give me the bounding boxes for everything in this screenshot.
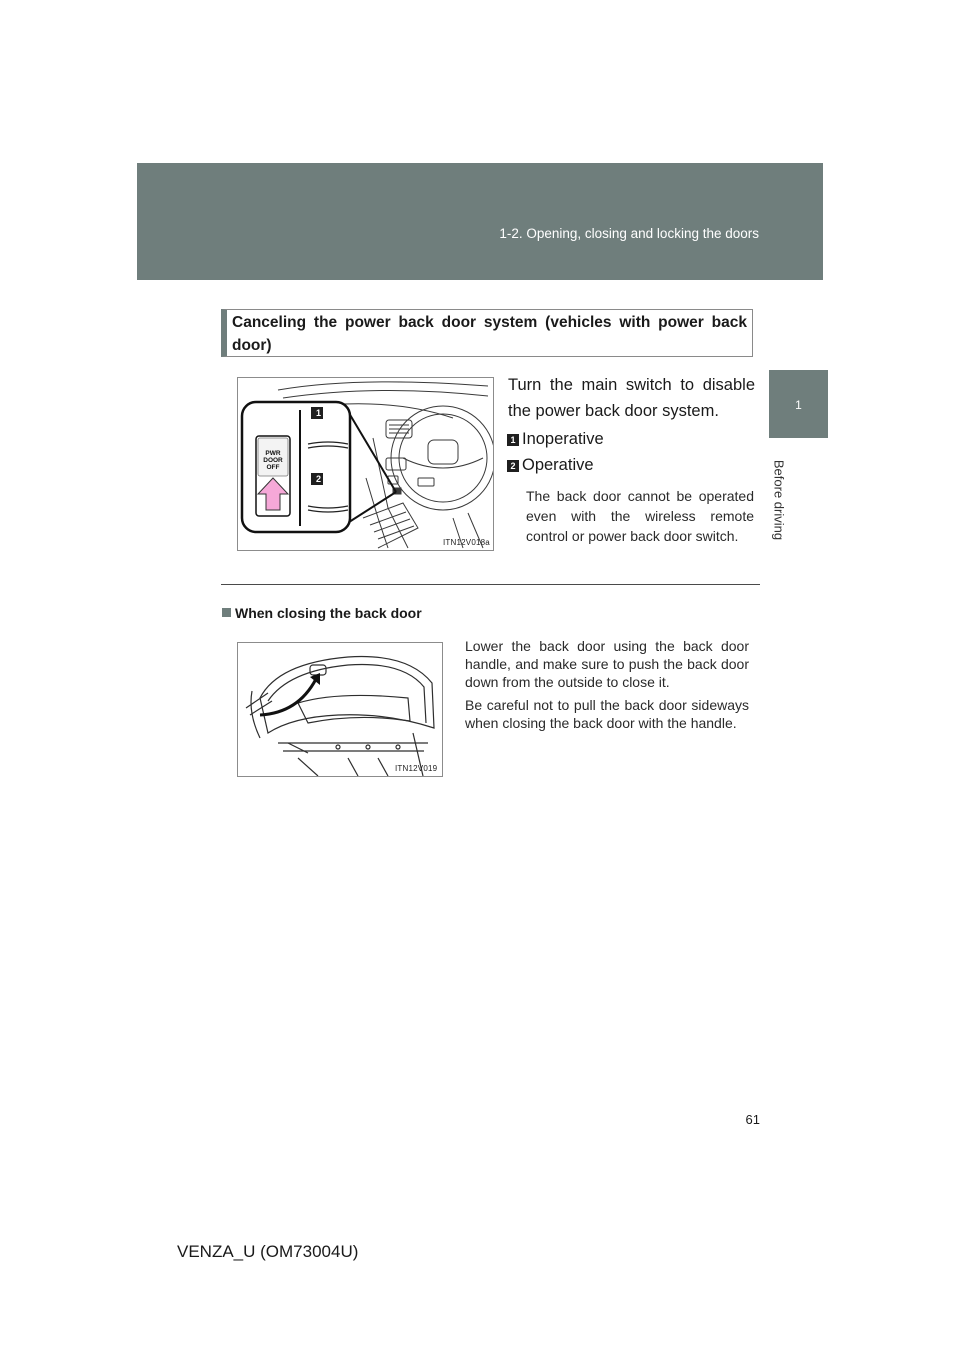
- back-door-drawing: [238, 643, 442, 776]
- item-number-badge: 1: [507, 434, 519, 446]
- subsection-heading-text: When closing the back door: [235, 605, 422, 621]
- list-item: [507, 429, 604, 449]
- chapter-tab-number: 1: [795, 398, 802, 412]
- caution-paragraph: Be careful not to pull the back door sideways when closing the back door with the handle.: [465, 697, 749, 731]
- figure1-code: ITN12V018a: [443, 538, 490, 547]
- pwr-door-off-switch-label: [258, 450, 288, 471]
- header-band: [137, 163, 823, 280]
- figure2-code: ITN12V019: [395, 764, 438, 773]
- heading-bullet-icon: [222, 608, 231, 617]
- figure1-callout-1: 1: [316, 408, 322, 418]
- figure1-callout-2: 2: [316, 474, 322, 484]
- switch-label-line-1: PWR: [265, 450, 281, 457]
- chapter-side-label: [768, 440, 790, 560]
- section-divider: [221, 584, 760, 585]
- chapter-title: 1-2. Opening, closing and locking the doors: [499, 226, 759, 241]
- list-item: [507, 455, 594, 475]
- page-number: 61: [745, 1112, 760, 1127]
- item-label: Operative: [522, 456, 594, 474]
- switch-label-line-3: OFF: [266, 464, 280, 471]
- switch-label-line-2: DOOR: [263, 457, 283, 464]
- dashboard-switch-illustration: [237, 377, 494, 551]
- section-title-box: [221, 309, 753, 357]
- instruction-text: Turn the main switch to disable the power back door system.: [508, 376, 755, 420]
- closing-instruction-paragraph: Lower the back door using the back door handle, and make sure to push the back door down from the outside to close it.: [465, 638, 749, 690]
- section-title: Canceling the power back door system (vehicles with power back door): [232, 314, 747, 354]
- chapter-side-label-text: Before driving: [771, 459, 787, 541]
- item-number-badge: 2: [507, 460, 519, 472]
- subsection-heading: [222, 605, 422, 621]
- operative-note: The back door cannot be operated even with the wireless remote control or power back door switch.: [526, 488, 754, 544]
- item-label: Inoperative: [522, 430, 604, 448]
- document-id: VENZA_U (OM73004U): [177, 1242, 359, 1261]
- back-door-illustration: [237, 642, 443, 777]
